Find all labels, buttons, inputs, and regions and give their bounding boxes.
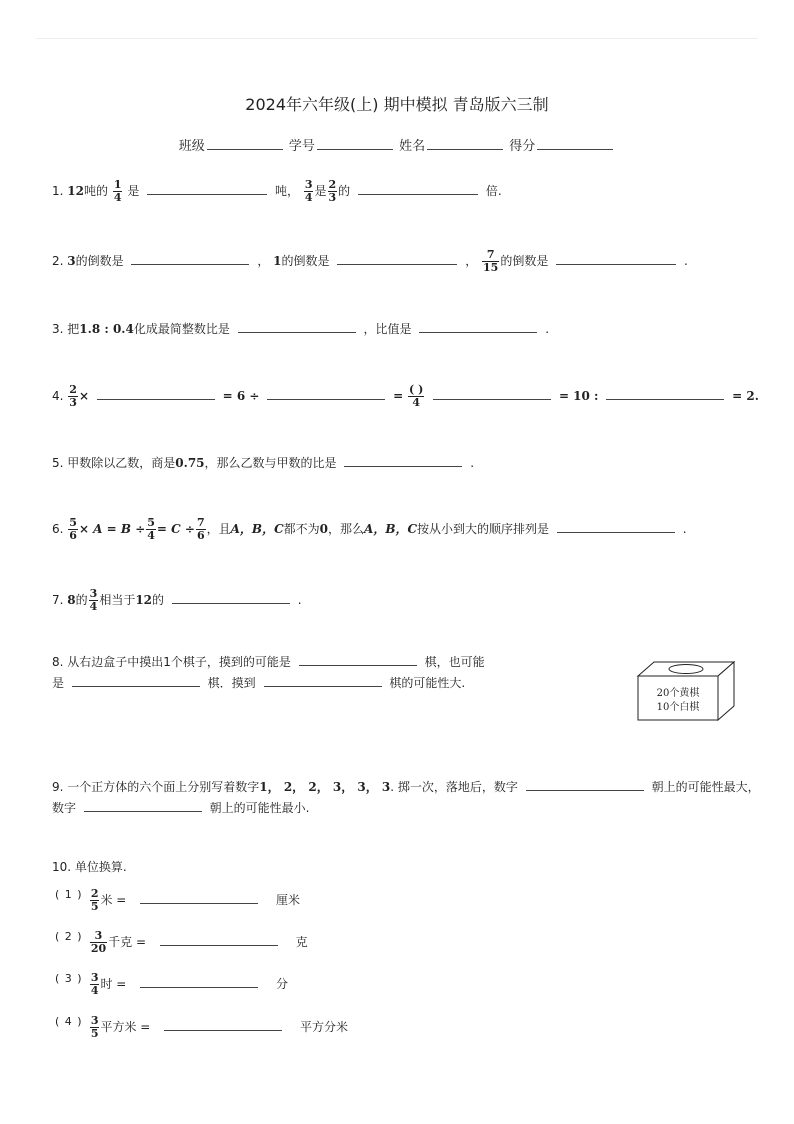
q4-text: = <box>393 389 404 403</box>
numerator: 7 <box>196 516 205 529</box>
fraction <box>89 588 99 613</box>
item-unit: 平方分米 <box>300 1020 349 1034</box>
q1-text: 是 <box>314 184 327 198</box>
q8-line-1 <box>52 652 485 673</box>
q3-text: 化成最简整数比是 <box>133 322 230 336</box>
q9-line-1 <box>52 777 760 798</box>
question-number: 3. <box>52 322 64 336</box>
q1-text: 12 <box>67 184 84 198</box>
question-number: 4. <box>52 389 64 403</box>
score-label: 得分 <box>509 139 536 154</box>
numerator: 3 <box>90 971 99 984</box>
item-text: 平方米 = <box>100 1020 151 1034</box>
question-9 <box>52 777 760 819</box>
question-number: 5. <box>52 456 64 470</box>
fraction <box>304 179 314 204</box>
q5-text: . <box>470 456 475 470</box>
q5-text: ，那么乙数与甲数的比是 <box>204 456 337 470</box>
q6-text: = C ÷ <box>156 522 195 536</box>
q5-text: 0.75 <box>175 456 205 470</box>
q4-text: = 6 ÷ <box>222 389 260 403</box>
question-3 <box>52 316 549 342</box>
fraction <box>113 179 123 204</box>
answer-blank[interactable] <box>299 653 417 666</box>
numerator: 2 <box>328 178 337 191</box>
question-7 <box>52 587 302 613</box>
question-8 <box>52 652 485 694</box>
answer-blank[interactable] <box>140 975 258 988</box>
q2-text: . <box>684 254 688 268</box>
q3-ratio: 1.8 : 0.4 <box>79 322 134 336</box>
fraction <box>90 930 107 955</box>
item-text: 米 = <box>100 893 127 907</box>
denominator: 6 <box>196 529 205 542</box>
item-index: ( 2 ) <box>55 930 83 943</box>
question-number: 10. <box>52 860 72 874</box>
answer-blank[interactable] <box>264 674 382 687</box>
numerator: 7 <box>482 249 499 262</box>
q2-text: ， <box>465 254 478 268</box>
q7-text: 8 <box>67 593 76 607</box>
q8-text: 棋的可能性大. <box>389 676 466 690</box>
score-blank[interactable] <box>537 137 613 150</box>
item-unit: 分 <box>276 977 289 991</box>
item-unit: 厘米 <box>276 893 301 907</box>
fraction <box>482 249 499 274</box>
answer-blank[interactable] <box>556 252 676 265</box>
numerator: 2 <box>90 887 99 900</box>
item-index: ( 3 ) <box>55 972 83 985</box>
q9-text: . 掷一次，落地后，数字 <box>390 780 518 794</box>
fraction <box>328 179 338 204</box>
answer-blank[interactable] <box>557 520 675 533</box>
answer-blank[interactable] <box>267 387 385 400</box>
fraction <box>408 384 424 409</box>
box-hole <box>669 665 703 674</box>
q10-item-2 <box>55 930 308 955</box>
q10-item-3 <box>55 972 288 997</box>
q9-numbers: 1， 2， 2， 3， 3， 3 <box>259 780 391 794</box>
chess-box-figure <box>636 660 736 722</box>
q6-text: 按从小到大的顺序排列是 <box>417 522 550 536</box>
answer-blank[interactable] <box>419 320 537 333</box>
q6-text: 0 <box>319 522 328 536</box>
numerator: 3 <box>90 1014 99 1027</box>
q1-text: 倍. <box>485 184 502 198</box>
item-index: ( 1 ) <box>55 888 83 901</box>
q2-text: ， <box>257 254 270 268</box>
numerator: 3 <box>90 930 107 943</box>
question-number: 7. <box>52 593 64 607</box>
q6-text: A，B，C <box>230 522 284 536</box>
q7-text: 的 <box>75 593 88 607</box>
item-unit: 克 <box>295 935 308 949</box>
denominator: 5 <box>90 900 99 913</box>
q1-text: 是 <box>127 184 140 198</box>
q7-text: 12 <box>135 593 153 607</box>
answer-blank[interactable] <box>433 387 551 400</box>
numerator: 2 <box>69 383 77 396</box>
q2-text: 1 <box>273 254 282 268</box>
q9-text: 数字 <box>52 801 77 815</box>
numerator: 3 <box>89 587 98 600</box>
q6-text: A，B，C <box>364 522 418 536</box>
answer-blank[interactable] <box>344 454 462 467</box>
item-text: 时 = <box>100 977 127 991</box>
q7-text: 的 <box>152 593 165 607</box>
student-id-label: 学号 <box>288 139 315 154</box>
answer-blank[interactable] <box>164 1018 282 1031</box>
q7-text: . <box>297 593 302 607</box>
denominator: 4 <box>113 191 122 204</box>
top-divider <box>36 38 758 39</box>
class-blank[interactable] <box>207 137 283 150</box>
q2-text: 3 <box>67 254 76 268</box>
denominator: 20 <box>90 942 107 955</box>
answer-blank[interactable] <box>160 933 278 946</box>
q2-text: 的倒数是 <box>281 254 330 268</box>
q6-text: . <box>682 522 687 536</box>
q2-text: 的倒数是 <box>500 254 549 268</box>
q9-text: 朝上的可能性最小. <box>209 801 310 815</box>
q10-title: 单位换算. <box>74 860 127 874</box>
q8-line-2 <box>52 673 485 694</box>
answer-blank[interactable] <box>606 387 724 400</box>
class-label: 班级 <box>178 139 205 154</box>
item-text: 千克 = <box>108 935 147 949</box>
denominator: 4 <box>412 396 420 409</box>
question-4 <box>52 383 759 409</box>
q7-text: 相当于 <box>99 593 136 607</box>
numerator: 1 <box>113 178 122 191</box>
numerator: 5 <box>147 516 155 529</box>
q9-text: 一个正方体的六个面上分别写着数字 <box>67 780 260 794</box>
q1-text: 的 <box>338 184 351 198</box>
question-2 <box>52 248 688 274</box>
q3-text: ，比值是 <box>363 322 412 336</box>
denominator: 4 <box>89 600 98 613</box>
answer-blank[interactable] <box>172 591 290 604</box>
name-label: 姓名 <box>399 139 426 154</box>
student-info-row <box>0 135 794 154</box>
numerator: ( ) <box>409 383 424 396</box>
q2-text: 的倒数是 <box>75 254 124 268</box>
question-number: 8. <box>52 655 64 669</box>
fraction <box>90 972 100 997</box>
denominator: 3 <box>328 191 337 204</box>
denominator: 6 <box>69 529 77 542</box>
fraction <box>68 384 78 409</box>
q10-item-4 <box>55 1015 348 1040</box>
fraction <box>68 517 78 542</box>
q3-text: . <box>545 322 550 336</box>
denominator: 4 <box>90 984 99 997</box>
q10-item-1 <box>55 888 300 913</box>
q4-text: = 2. <box>732 389 759 403</box>
answer-blank[interactable] <box>358 182 478 195</box>
denominator: 15 <box>483 261 499 274</box>
fraction <box>196 517 206 542</box>
question-number: 2. <box>52 254 64 268</box>
q8-text: 棋．摸到 <box>207 676 256 690</box>
answer-blank[interactable] <box>72 674 200 687</box>
denominator: 5 <box>90 1027 99 1040</box>
answer-blank[interactable] <box>84 799 202 812</box>
q6-text: 都不为 <box>283 522 320 536</box>
student-id-blank[interactable] <box>317 137 393 150</box>
box-label-yellow: 20个黄棋 <box>656 688 700 699</box>
fraction <box>146 517 156 542</box>
question-5 <box>52 450 474 476</box>
q1-text: 吨的 <box>83 184 108 198</box>
answer-blank[interactable] <box>131 252 249 265</box>
name-blank[interactable] <box>427 137 503 150</box>
numerator: 5 <box>69 516 77 529</box>
page-title: 2024年六年级(上) 期中模拟 青岛版六三制 <box>245 95 549 114</box>
q4-text: × <box>78 389 89 403</box>
answer-blank[interactable] <box>140 891 258 904</box>
question-number: 1. <box>52 184 64 198</box>
answer-blank[interactable] <box>147 182 267 195</box>
q6-text: ，且 <box>206 522 231 536</box>
answer-blank[interactable] <box>97 387 215 400</box>
box-label-white: 10个白棋 <box>656 702 700 713</box>
q6-text: ，那么 <box>328 522 365 536</box>
answer-blank[interactable] <box>337 252 457 265</box>
denominator: 3 <box>69 396 77 409</box>
q8-text: 是 <box>52 676 65 690</box>
item-index: ( 4 ) <box>55 1015 83 1028</box>
denominator: 4 <box>147 529 155 542</box>
q8-text: 从右边盒子中摸出1个棋子，摸到的可能是 <box>67 655 291 669</box>
answer-blank[interactable] <box>238 320 356 333</box>
answer-blank[interactable] <box>526 778 644 791</box>
question-number: 6. <box>52 522 64 536</box>
q3-text: 把 <box>67 322 80 336</box>
q1-text: 吨， <box>274 184 299 198</box>
q5-text: 甲数除以乙数，商是 <box>67 456 176 470</box>
numerator: 3 <box>304 178 313 191</box>
denominator: 4 <box>304 191 313 204</box>
q9-line-2 <box>52 798 760 819</box>
question-number: 9. <box>52 780 64 794</box>
q9-text: 朝上的可能性最大， <box>651 780 760 794</box>
q4-text: = 10 : <box>558 389 599 403</box>
question-10 <box>52 854 127 880</box>
question-1 <box>52 178 502 204</box>
q8-text: 棋，也可能 <box>424 655 485 669</box>
fraction <box>90 1015 100 1040</box>
fraction <box>90 888 100 913</box>
q6-text: × A = B ÷ <box>78 522 146 536</box>
question-6 <box>52 516 687 542</box>
